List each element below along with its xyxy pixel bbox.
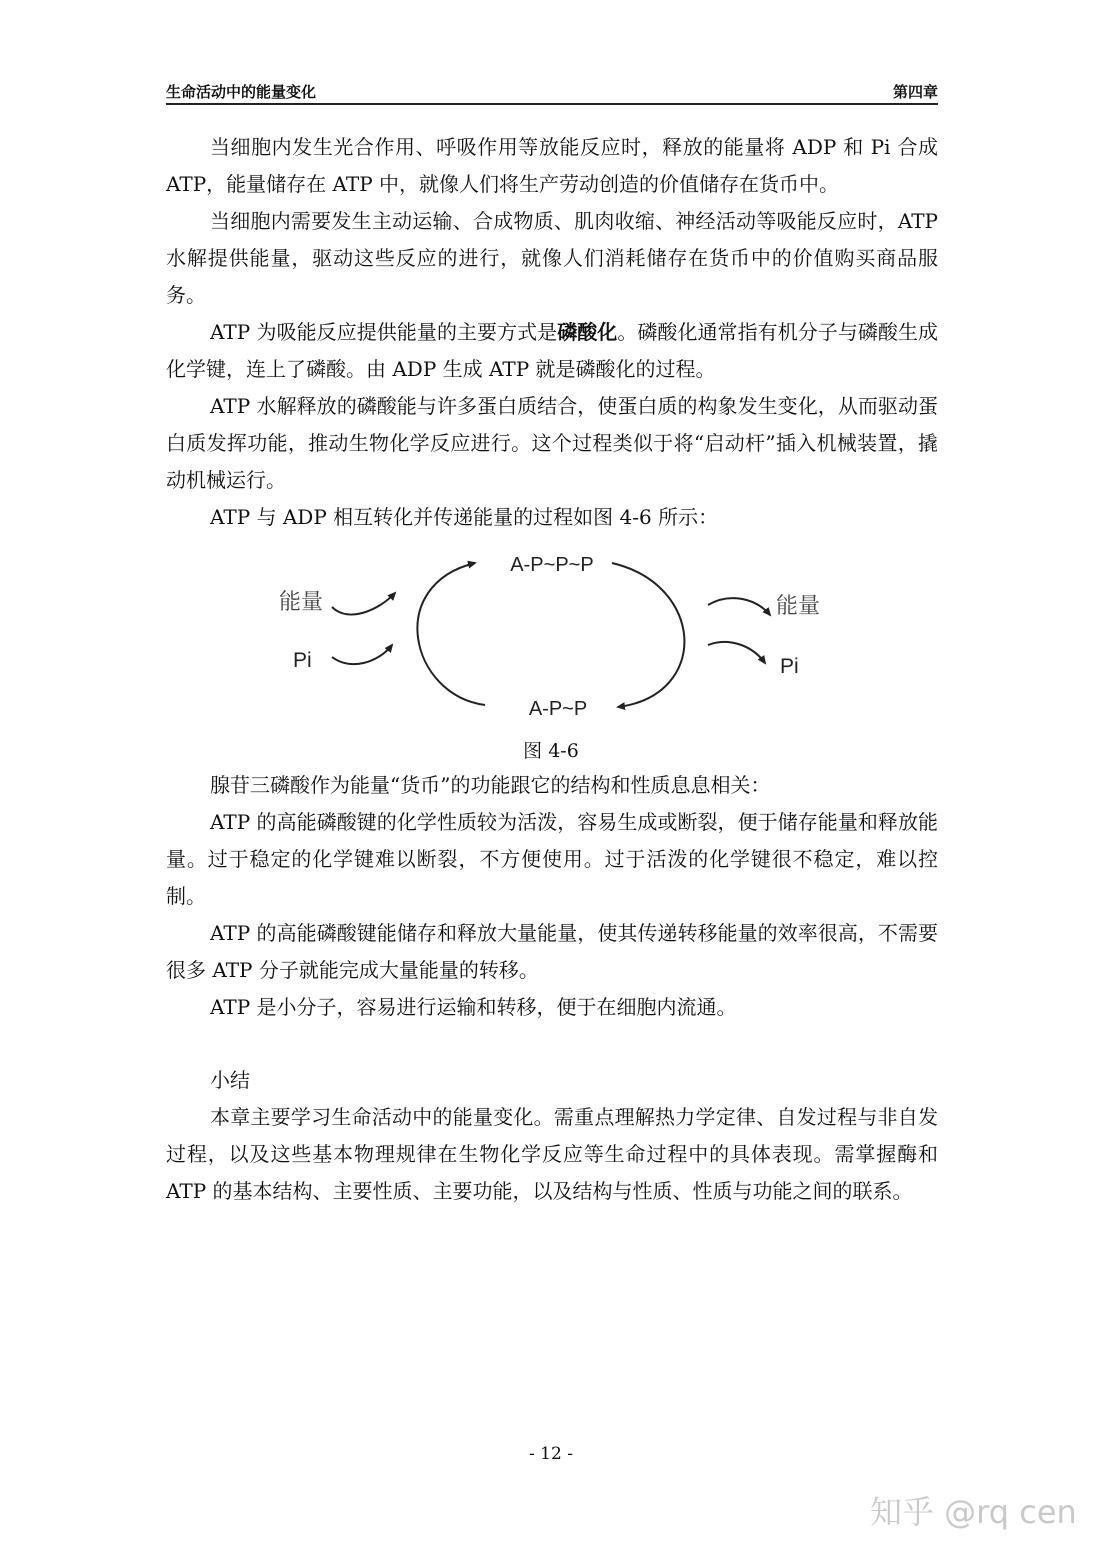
paragraph: ATP 水解释放的磷酸能与许多蛋白质结合，使蛋白质的构象发生变化，从而驱动蛋白质发挥功能，推动生物化学反应进行。这个过程类似于将“启动杆”插入机械装置，撬动机械运行。 — [166, 394, 938, 492]
header-chapter: 第四章 — [892, 83, 938, 101]
cycle-diagram — [260, 545, 840, 725]
paragraph: 本章主要学习生命活动中的能量变化。需重点理解热力学定律、自发过程与非自发过程，以及这些基本物理规律在生物化学反应等生命过程中的具体表现。需掌握酶和 ATP 的基本结构、主要性质、主要功能，以及结构与性质、性质与功能之间的联系。 — [166, 1105, 938, 1203]
paragraph: ATP 的高能磷酸键能储存和释放大量能量，使其传递转移能量的效率很高，不需要很多 ATP 分子就能完成大量能量的转移。 — [166, 921, 938, 982]
input-pi-arrow — [332, 645, 392, 664]
left-pi-label: Pi — [293, 649, 312, 672]
summary-heading: 小结 — [210, 1068, 250, 1092]
key-term: 磷酸化 — [557, 320, 618, 344]
section1-body — [166, 129, 938, 536]
adp-label: A-P~P — [528, 698, 588, 720]
cycle-arc-right — [612, 563, 684, 707]
paragraph: ATP 与 ADP 相互转化并传递能量的过程如图 4-6 所示： — [210, 505, 719, 529]
atp-adp-cycle-figure — [260, 545, 840, 725]
paragraph: 腺苷三磷酸作为能量“货币”的功能跟它的结构和性质息息相关： — [210, 773, 771, 797]
right-energy-label: 能量 — [776, 594, 821, 619]
paragraph: 当细胞内需要发生主动运输、合成物质、肌肉收缩、神经活动等吸能反应时，ATP 水解提供能量，驱动这些反应的进行，就像人们消耗储存在货币中的价值购买商品服务。 — [166, 209, 938, 307]
running-header — [166, 79, 938, 105]
paragraph-text: 。磷酸化通常指有机分子与磷酸生成化学键，连上了磷酸。由 ADP 生成 ATP 就是磷酸化的过程。 — [166, 320, 938, 381]
paragraph-text: ATP 为吸能反应提供能量的主要方式是 — [210, 320, 558, 344]
right-pi-label: Pi — [780, 655, 799, 678]
header-title: 生命活动中的能量变化 — [166, 83, 317, 101]
paragraph: 当细胞内发生光合作用、呼吸作用等放能反应时，释放的能量将 ADP 和 Pi 合成 ATP，能量储存在 ATP 中，就像人们将生产劳动创造的价值储存在货币中。 — [166, 135, 938, 196]
input-energy-arrow — [332, 593, 395, 614]
paragraph: ATP 是小分子，容易进行运输和转移，便于在细胞内流通。 — [210, 995, 737, 1019]
paragraph: ATP 的高能磷酸键的化学性质较为活泼，容易生成或断裂，便于储存能量和释放能量。过于稳定的化学键难以断裂，不方便使用。过于活泼的化学键很不稳定，难以控制。 — [166, 810, 938, 908]
left-energy-label: 能量 — [279, 590, 324, 615]
figure-caption: 图 4-6 — [523, 740, 579, 762]
summary-body — [166, 1099, 938, 1210]
section2-body — [166, 767, 938, 1026]
page-number: - 12 - — [529, 1444, 573, 1464]
paragraph — [166, 314, 938, 388]
atp-label: A-P~P~P — [510, 554, 594, 576]
cycle-arc-left — [417, 563, 485, 705]
output-energy-arrow — [708, 598, 770, 615]
watermark: 知乎 @rq cen — [870, 1493, 1077, 1531]
output-pi-arrow — [708, 642, 765, 663]
